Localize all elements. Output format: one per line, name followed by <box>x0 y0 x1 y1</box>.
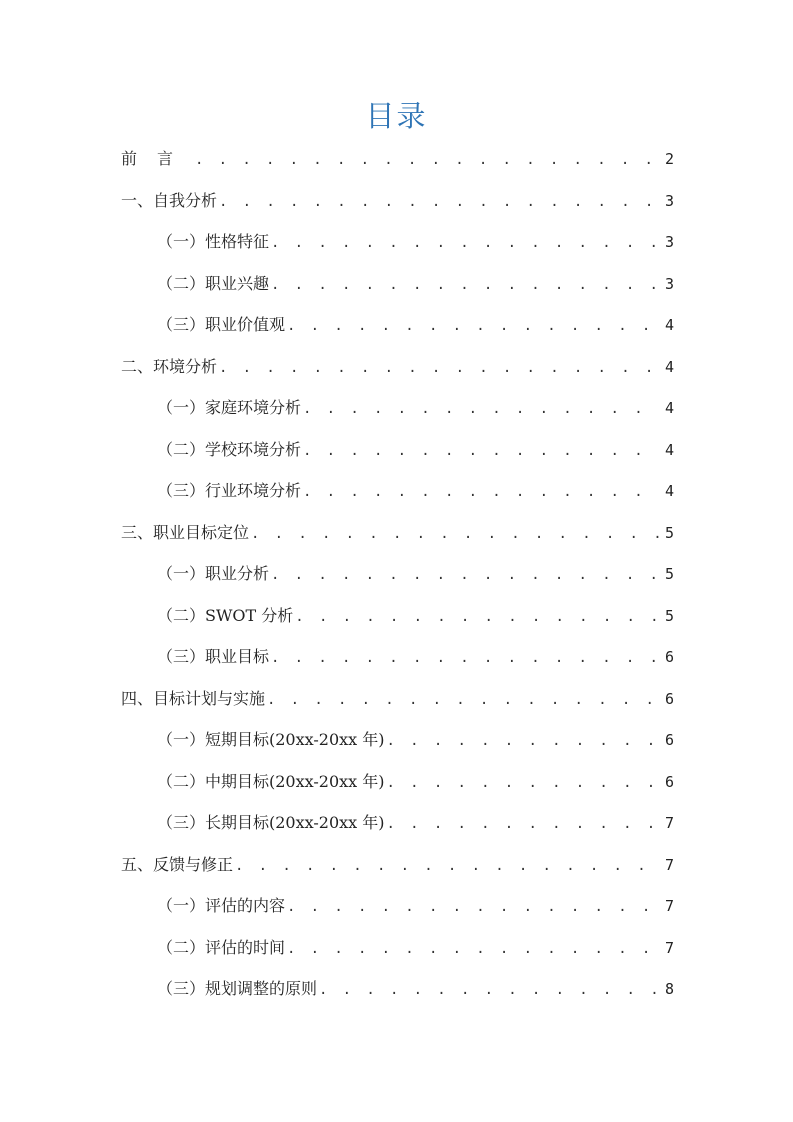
toc-page-number: 7 <box>664 855 674 874</box>
toc-entry-label: 二、环境分析 <box>121 356 218 376</box>
toc-dot-leader <box>267 680 661 720</box>
toc-entry-label: （二）学校环境分析 <box>157 439 302 459</box>
toc-entry-label: （二）中期目标(20xx-20xx 年) <box>157 771 385 791</box>
toc-dot-leader <box>195 140 661 180</box>
toc-dot-leader <box>271 265 661 305</box>
toc-dot-leader <box>219 348 661 388</box>
toc-entry-label: 一、自我分析 <box>121 190 218 210</box>
toc-entry-label: （三）职业目标 <box>157 647 270 666</box>
toc-dot-leader <box>303 389 661 429</box>
toc-entry-label: （一）职业分析 <box>157 564 270 583</box>
toc-page-number: 4 <box>664 316 674 334</box>
toc-entry-label: （一）家庭环境分析 <box>157 398 302 417</box>
toc-dot-leader <box>287 306 661 346</box>
toc-entry-short-term-goal[interactable] <box>121 719 674 761</box>
toc-dot-leader <box>271 638 661 678</box>
toc-entry-goal-plan[interactable] <box>121 678 674 720</box>
toc-page-number: 2 <box>664 150 674 168</box>
toc-page-number: 8 <box>664 980 674 998</box>
toc-entry-label: （二）评估的时间 <box>157 937 286 957</box>
toc-entry-label: （三）规划调整的原则 <box>157 979 318 998</box>
toc-entry-preface[interactable] <box>121 138 674 180</box>
toc-entry-career-goal-positioning[interactable] <box>121 512 674 554</box>
toc-page-number: 6 <box>664 648 674 666</box>
toc-page-number: 6 <box>664 772 674 791</box>
toc-page-number: 7 <box>664 938 674 957</box>
toc-entry-career-goal[interactable] <box>121 636 674 678</box>
toc-dot-leader <box>287 929 661 969</box>
toc-entry-label: 四、目标计划与实施 <box>121 688 266 708</box>
toc-dot-leader <box>235 846 661 886</box>
toc-entry-feedback-revision[interactable] <box>121 844 674 886</box>
toc-page-number: 7 <box>664 814 674 832</box>
toc-entry-self-analysis[interactable] <box>121 180 674 222</box>
toc-entry-long-term-goal[interactable] <box>121 802 674 844</box>
toc-page-number: 4 <box>664 399 674 417</box>
toc-entry-swot-analysis[interactable] <box>121 595 674 637</box>
toc-entry-adjustment-principles[interactable] <box>121 968 674 1010</box>
toc-entry-label: 五、反馈与修正 <box>121 854 234 874</box>
toc-dot-leader <box>303 472 661 512</box>
toc-page-number: 5 <box>664 565 674 583</box>
toc-entry-personality[interactable] <box>121 221 674 263</box>
toc-dot-leader <box>387 804 661 844</box>
toc-entry-label: 三、职业目标定位 <box>121 522 250 542</box>
toc-entry-label: （二）职业兴趣 <box>157 273 270 293</box>
toc-entry-environment-analysis[interactable] <box>121 346 674 388</box>
toc-entry-label: （三）行业环境分析 <box>157 481 302 500</box>
toc-entry-career-interest[interactable] <box>121 263 674 305</box>
toc-entry-label: （二）SWOT 分析 <box>157 605 294 625</box>
table-of-contents <box>121 138 674 1010</box>
toc-entry-career-values[interactable] <box>121 304 674 346</box>
toc-entry-label: （三）长期目标(20xx-20xx 年) <box>157 813 385 832</box>
toc-page-number: 4 <box>664 357 674 376</box>
toc-entry-evaluation-time[interactable] <box>121 927 674 969</box>
toc-entry-label: （一）短期目标(20xx-20xx 年) <box>157 730 385 749</box>
toc-dot-leader <box>271 555 661 595</box>
toc-page-number: 5 <box>664 523 674 542</box>
toc-page-number: 7 <box>664 897 674 915</box>
toc-page-number: 4 <box>664 482 674 500</box>
toc-page-number: 6 <box>664 689 674 708</box>
toc-entry-mid-term-goal[interactable] <box>121 761 674 803</box>
toc-dot-leader <box>319 970 661 1010</box>
toc-entry-label: 前言 <box>121 149 194 168</box>
toc-page-number: 3 <box>664 191 674 210</box>
toc-entry-family-environment[interactable] <box>121 387 674 429</box>
toc-dot-leader <box>387 721 661 761</box>
toc-dot-leader <box>303 431 661 471</box>
toc-dot-leader <box>251 514 661 554</box>
toc-entry-industry-environment[interactable] <box>121 470 674 512</box>
toc-title: 目录 <box>365 99 428 133</box>
toc-entry-evaluation-content[interactable] <box>121 885 674 927</box>
toc-page-number: 5 <box>664 606 674 625</box>
toc-dot-leader <box>271 223 661 263</box>
toc-page-number: 3 <box>664 233 674 251</box>
toc-entry-label: （三）职业价值观 <box>157 315 286 334</box>
toc-page-number: 4 <box>664 440 674 459</box>
toc-entry-school-environment[interactable] <box>121 429 674 471</box>
toc-dot-leader <box>219 182 661 222</box>
toc-entry-label: （一）评估的内容 <box>157 896 286 915</box>
toc-page-number: 6 <box>664 731 674 749</box>
toc-dot-leader <box>295 597 661 637</box>
toc-dot-leader <box>387 763 661 803</box>
toc-entry-label: （一）性格特征 <box>157 232 270 251</box>
toc-dot-leader <box>287 887 661 927</box>
toc-entry-career-analysis[interactable] <box>121 553 674 595</box>
toc-page-number: 3 <box>664 274 674 293</box>
